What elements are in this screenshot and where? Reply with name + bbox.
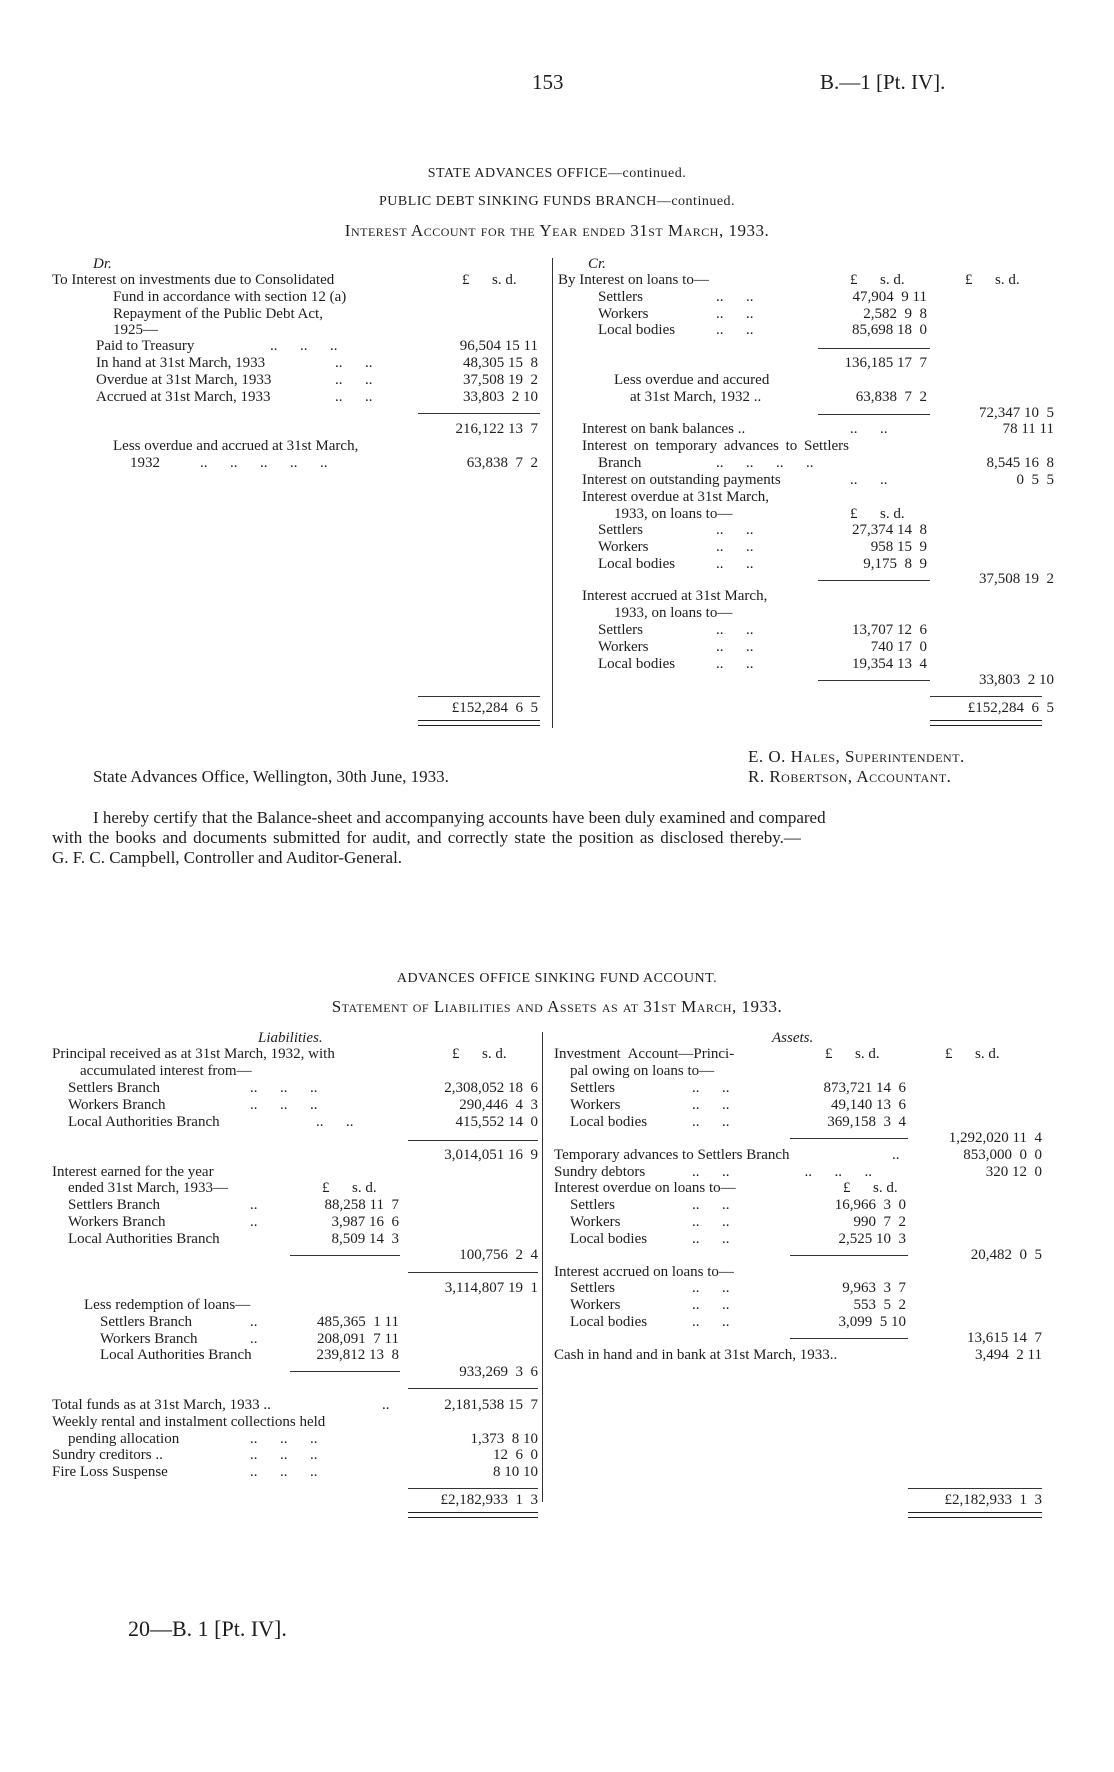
assets-invest-amount: 49,140 13 6: [831, 1097, 906, 1113]
liab-redemption-row: Settlers Branch ..: [100, 1314, 258, 1330]
dr-item-dots: .. ..: [335, 389, 373, 405]
dr-item-row: In hand at 31st March, 1933: [96, 355, 266, 371]
signature-accountant: R. Robertson, Accountant.: [748, 767, 952, 786]
cr-loan-amount: 47,904 9 11: [852, 289, 927, 305]
liab-interest-row: Local Authorities Branch: [68, 1231, 220, 1247]
cr-loans-subtotal: 136,185 17 7: [844, 355, 927, 371]
signature-superintendent: E. O. Hales, Superintendent.: [748, 747, 965, 766]
assets-accrued-row: Local bodies .. ..: [570, 1314, 730, 1330]
cr-accrued-label: Interest accrued at 31st March,: [582, 588, 768, 604]
dr-item-amount: 37,508 19 2: [463, 372, 538, 388]
liab-interest-label2: ended 31st March, 1933—: [68, 1180, 228, 1196]
liab-interest-row: Settlers Branch ..: [68, 1197, 258, 1213]
assets-overdue-header: £ s. d.: [843, 1180, 898, 1196]
assets-label: Assets.: [772, 1030, 814, 1046]
liab-redemption-amount: 485,365 1 11: [317, 1314, 399, 1330]
assets-intro2: pal owing on loans to—: [570, 1063, 715, 1079]
liab-rule: [290, 1255, 400, 1256]
assets-total-double-rule: [908, 1512, 1042, 1518]
dr-subtotal: 216,122 13 7: [455, 421, 538, 437]
dr-label: Dr.: [93, 256, 112, 272]
assets-cash-label: Cash in hand and in bank at 31st March, 1933..: [554, 1347, 838, 1363]
cr-overdue-row: Local bodies .. ..: [598, 556, 754, 572]
liab-sundry-amount: 12 6 0: [493, 1447, 538, 1463]
cr-less-label: Less overdue and accured: [614, 372, 770, 388]
liab-interest-amount: 3,987 16 6: [331, 1214, 399, 1230]
cr-col-header1: £ s. d.: [850, 272, 905, 288]
dr-rule: [418, 413, 540, 414]
cr-accrued-label2: 1933, on loans to—: [614, 605, 733, 621]
assets-accrued-total: 13,615 14 7: [967, 1330, 1042, 1346]
cr-accrued-amount: 19,354 13 4: [852, 656, 927, 672]
dr-item-dots: .. ..: [335, 355, 373, 371]
assets-overdue-amount: 2,525 10 3: [838, 1231, 906, 1247]
cr-temp-dots: .. .. .. ..: [716, 455, 814, 471]
dr-item-amount: 96,504 15 11: [459, 338, 538, 354]
liab-weekly-amount: 1,373 8 10: [470, 1431, 538, 1447]
liab-sundry-label: Sundry creditors ..: [52, 1447, 163, 1463]
liab-interest-label: Interest earned for the year: [52, 1164, 214, 1180]
assets-accrued-label: Interest accrued on loans to—: [554, 1264, 734, 1280]
cr-rule: [818, 580, 930, 581]
cr-overdue-row: Settlers .. ..: [598, 522, 754, 538]
dr-intro-line4: 1925—: [113, 322, 158, 338]
cr-total-rule: [930, 696, 1042, 697]
assets-accrued-row: Settlers .. ..: [570, 1280, 730, 1296]
certify-line2: with the books and documents submitted for audit, and correctly state the position as disclosed thereby.—: [52, 828, 801, 847]
liab-weekly-dots: .. .. ..: [250, 1431, 318, 1447]
section1-title3: Interest Account for the Year ended 31st March, 1933.: [344, 221, 770, 240]
certify-line3: G. F. C. Campbell, Controller and Auditor-General.: [52, 848, 403, 867]
liabilities-intro1: Principal received as at 31st March, 1932, with: [52, 1046, 335, 1062]
dr-intro-line2: Fund in accordance with section 12 (a): [113, 289, 347, 305]
liabilities-label: Liabilities.: [258, 1030, 323, 1046]
liab-sundry-dots: .. .. ..: [250, 1447, 318, 1463]
liab-redemption-amount: 239,812 13 8: [316, 1347, 399, 1363]
assets-invest-total: 1,292,020 11 4: [948, 1130, 1042, 1146]
cr-overdue-amount: 9,175 8 9: [863, 556, 927, 572]
cr-loan-row: Settlers .. ..: [598, 289, 754, 305]
assets-accrued-row: Workers .. ..: [570, 1297, 730, 1313]
cr-overdue-label: Interest overdue at 31st March,: [582, 489, 770, 505]
cr-overdue-row: Workers .. ..: [598, 539, 754, 555]
assets-col-header2: £ s. d.: [945, 1046, 1000, 1062]
cr-outstanding-dots: .. ..: [850, 472, 888, 488]
assets-overdue-label: Interest overdue on loans to—: [554, 1180, 736, 1196]
liab-interest-amount: 8,509 14 3: [331, 1231, 399, 1247]
assets-invest-row: Settlers .. ..: [570, 1080, 730, 1096]
liab-redemption-total: 933,269 3 6: [459, 1364, 538, 1380]
cr-temp-branch: Branch: [598, 455, 642, 471]
document-reference: B.—1 [Pt. IV].: [820, 70, 946, 94]
section1-title2: PUBLIC DEBT SINKING FUNDS BRANCH—continued.: [378, 194, 736, 209]
cr-accrued-row: Local bodies .. ..: [598, 656, 754, 672]
liab-total: £2,182,933 1 3: [440, 1492, 538, 1508]
assets-col-header1: £ s. d.: [825, 1046, 880, 1062]
section1-divider: [552, 258, 553, 728]
dr-item-row: Overdue at 31st March, 1933: [96, 372, 272, 388]
assets-rule: [790, 1255, 908, 1256]
assets-overdue-row: Local bodies .. ..: [570, 1231, 730, 1247]
dr-intro-line3: Repayment of the Public Debt Act,: [113, 306, 323, 322]
cr-col-header2: £ s. d.: [965, 272, 1020, 288]
dr-total-double-rule: [418, 720, 540, 726]
cr-net: 72,347 10 5: [979, 405, 1054, 421]
assets-overdue-amount: 16,966 3 0: [834, 1197, 906, 1213]
liab-interest-row: Workers Branch ..: [68, 1214, 258, 1230]
cr-loan-row: Local bodies .. ..: [598, 322, 754, 338]
liab-total-rule: [408, 1488, 538, 1489]
section1-title1: STATE ADVANCES OFFICE—continued.: [427, 166, 687, 181]
assets-invest-amount: 369,158 3 4: [827, 1114, 906, 1130]
liab-branch-amount: 415,552 14 0: [455, 1114, 538, 1130]
liab-branches-total: 3,014,051 16 9: [444, 1147, 538, 1163]
liab-branch-row: Workers Branch .. .. ..: [68, 1097, 318, 1113]
cr-temp-label: Interest on temporary advances to Settlers: [582, 438, 849, 454]
assets-total-rule: [908, 1488, 1042, 1489]
liab-redemption-label: Less redemption of loans—: [84, 1297, 251, 1313]
assets-intro1: Investment Account—Princi-: [554, 1046, 735, 1062]
assets-temp-label: Temporary advances to Settlers Branch: [554, 1147, 790, 1163]
cr-rule: [818, 414, 930, 415]
assets-overdue-total: 20,482 0 5: [970, 1247, 1042, 1263]
liab-total-funds-dots: ..: [382, 1397, 390, 1413]
dr-col-header: £ s. d.: [462, 272, 517, 288]
dr-intro-line1: To Interest on investments due to Consolidated: [52, 272, 335, 288]
cr-overdue-header: £ s. d.: [850, 506, 905, 522]
cr-accrued-row: Workers .. ..: [598, 639, 754, 655]
dr-less-amount: 63,838 7 2: [466, 455, 538, 471]
dr-item-row: Accrued at 31st March, 1933: [96, 389, 271, 405]
assets-rule: [790, 1338, 908, 1339]
cr-outstanding-label: Interest on outstanding payments: [582, 472, 781, 488]
cr-intro: By Interest on loans to—: [558, 272, 709, 288]
liab-branch-row: Settlers Branch .. .. ..: [68, 1080, 318, 1096]
dr-total-rule: [418, 696, 540, 697]
liab-combined: 3,114,807 19 1: [444, 1280, 538, 1296]
cr-bank-label: Interest on bank balances ..: [582, 421, 746, 437]
assets-accrued-amount: 9,963 3 7: [842, 1280, 906, 1296]
liab-fire-dots: .. .. ..: [250, 1464, 318, 1480]
cr-bank-amount: 78 11 11: [1002, 421, 1054, 437]
liab-rule: [408, 1272, 538, 1273]
assets-cash-amount: 3,494 2 11: [975, 1347, 1042, 1363]
cr-temp-amount: 8,545 16 8: [986, 455, 1054, 471]
liab-total-funds: 2,181,538 15 7: [444, 1397, 538, 1413]
cr-loan-amount: 85,698 18 0: [852, 322, 927, 338]
cr-overdue-amount: 27,374 14 8: [852, 522, 927, 538]
cr-overdue-amount: 958 15 9: [870, 539, 927, 555]
assets-invest-row: Workers .. ..: [570, 1097, 730, 1113]
section2-title1: ADVANCES OFFICE SINKING FUND ACCOUNT.: [396, 971, 718, 986]
assets-overdue-row: Settlers .. ..: [570, 1197, 730, 1213]
liab-total-double-rule: [408, 1512, 538, 1518]
liabilities-col-header: £ s. d.: [452, 1046, 507, 1062]
certify-line1: I hereby certify that the Balance-sheet and accompanying accounts have been duly examined and compared: [93, 808, 826, 827]
liab-redemption-amount: 208,091 7 11: [317, 1331, 399, 1347]
cr-loan-row: Workers .. ..: [598, 306, 754, 322]
dr-item-row: Paid to Treasury: [96, 338, 195, 354]
place-date: State Advances Office, Wellington, 30th June, 1933.: [93, 767, 449, 786]
liab-redemption-row: Workers Branch ..: [100, 1331, 258, 1347]
liab-redemption-row: Local Authorities Branch: [100, 1347, 252, 1363]
footer-reference: 20—B. 1 [Pt. IV].: [128, 1616, 287, 1641]
assets-accrued-amount: 553 5 2: [853, 1297, 906, 1313]
page-number: 153: [532, 70, 564, 94]
cr-total-double-rule: [930, 720, 1042, 726]
liab-fire-label: Fire Loss Suspense: [52, 1464, 168, 1480]
liab-interest-header: £ s. d.: [322, 1180, 377, 1196]
assets-invest-amount: 873,721 14 6: [823, 1080, 906, 1096]
liab-rule: [408, 1140, 538, 1141]
section2-divider: [542, 1032, 543, 1502]
cr-accrued-amount: 13,707 12 6: [852, 622, 927, 638]
cr-accrued-amount: 740 17 0: [870, 639, 927, 655]
assets-temp-dots: ..: [892, 1147, 900, 1163]
liab-fire-amount: 8 10 10: [493, 1464, 538, 1480]
cr-bank-dots: .. ..: [850, 421, 888, 437]
cr-overdue-label2: 1933, on loans to—: [614, 506, 733, 522]
dr-less-dots: .. .. .. .. ..: [200, 455, 328, 471]
liab-branch-amount: 2,308,052 18 6: [444, 1080, 538, 1096]
dr-item-amount: 48,305 15 8: [463, 355, 538, 371]
dr-total: £152,284 6 5: [451, 700, 538, 716]
assets-sundry-dots: .. .. .. .. ..: [692, 1164, 872, 1180]
liab-branch-row: Local Authorities Branch .. ..: [68, 1114, 354, 1130]
cr-accrued-row: Settlers .. ..: [598, 622, 754, 638]
assets-rule: [790, 1138, 908, 1139]
assets-accrued-amount: 3,099 5 10: [838, 1314, 906, 1330]
liab-rule: [408, 1388, 538, 1389]
assets-total: £2,182,933 1 3: [944, 1492, 1042, 1508]
assets-overdue-row: Workers .. ..: [570, 1214, 730, 1230]
cr-rule: [818, 680, 930, 681]
cr-rule: [818, 348, 930, 349]
dr-item-amount: 33,803 2 10: [463, 389, 538, 405]
cr-label: Cr.: [588, 256, 606, 272]
section2-title2: Statement of Liabilities and Assets as at 31st March, 1933.: [331, 997, 783, 1016]
cr-overdue-total: 37,508 19 2: [979, 571, 1054, 587]
dr-item-dots: .. ..: [335, 372, 373, 388]
cr-less-date: at 31st March, 1932 ..: [630, 389, 762, 405]
dr-item-dots: .. .. ..: [270, 338, 338, 354]
liab-interest-total: 100,756 2 4: [459, 1247, 538, 1263]
liab-total-funds-label: Total funds as at 31st March, 1933 ..: [52, 1397, 271, 1413]
liab-interest-amount: 88,258 11 7: [324, 1197, 399, 1213]
liab-weekly-label: Weekly rental and instalment collections held: [52, 1414, 326, 1430]
liab-branch-amount: 290,446 4 3: [459, 1097, 538, 1113]
liabilities-intro2: accumulated interest from—: [80, 1063, 252, 1079]
assets-temp-amount: 853,000 0 0: [963, 1147, 1042, 1163]
dr-less-year: 1932: [130, 455, 160, 471]
assets-invest-row: Local bodies .. ..: [570, 1114, 730, 1130]
cr-less-amount: 63,838 7 2: [855, 389, 927, 405]
liab-rule: [290, 1371, 400, 1372]
assets-sundry-label: Sundry debtors: [554, 1164, 646, 1180]
cr-loan-amount: 2,582 9 8: [863, 306, 927, 322]
cr-accrued-total: 33,803 2 10: [979, 672, 1054, 688]
assets-overdue-amount: 990 7 2: [853, 1214, 906, 1230]
liab-weekly-label2: pending allocation: [68, 1431, 180, 1447]
assets-sundry-amount: 320 12 0: [985, 1164, 1042, 1180]
cr-outstanding-amount: 0 5 5: [1016, 472, 1054, 488]
dr-less-label: Less overdue and accrued at 31st March,: [113, 438, 359, 454]
cr-total: £152,284 6 5: [967, 700, 1054, 716]
